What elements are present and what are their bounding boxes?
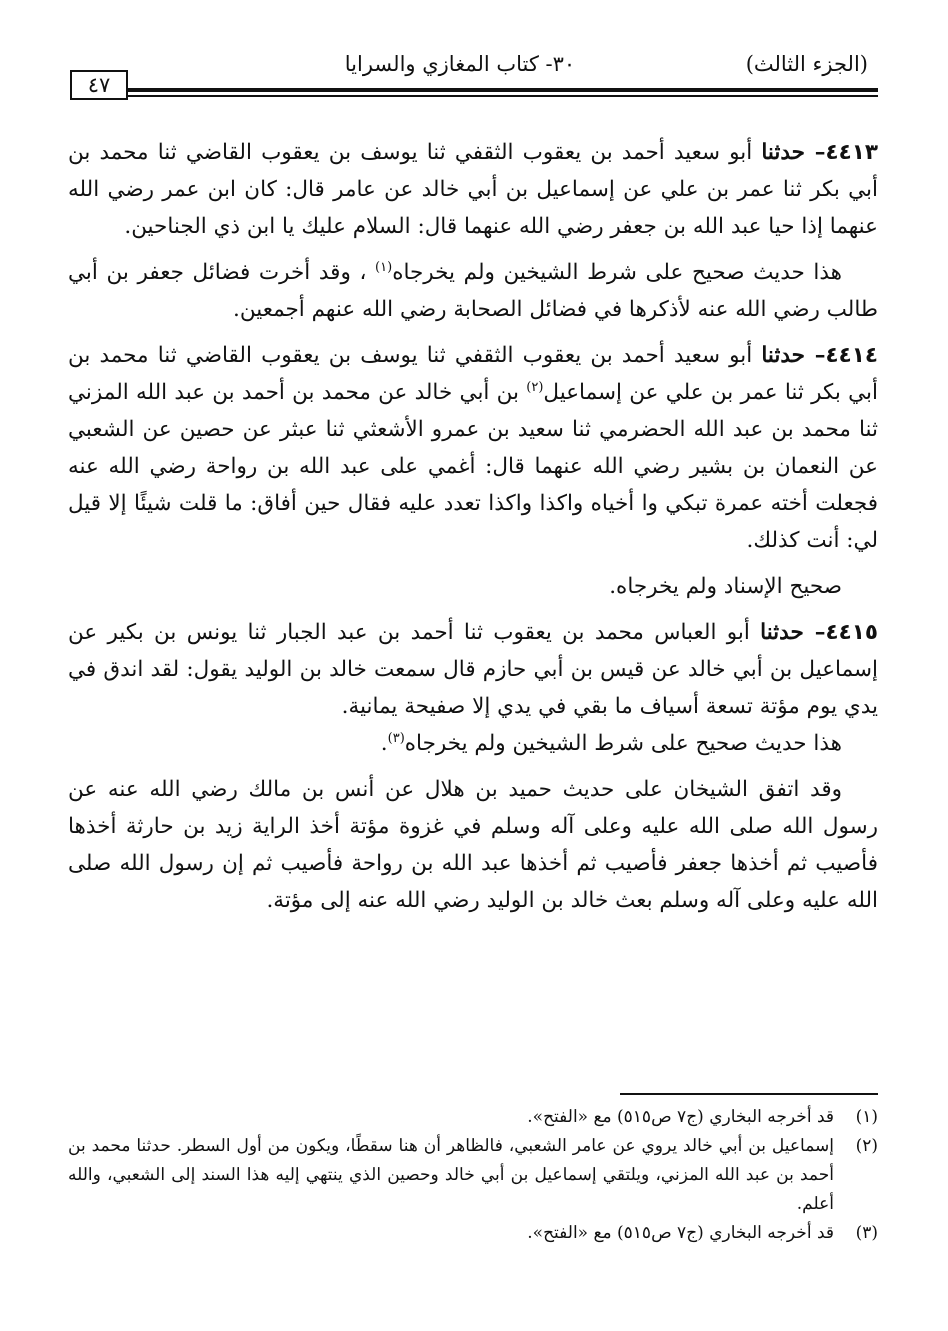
chapter-title: ٣٠- كتاب المغازي والسرايا bbox=[344, 52, 576, 76]
header-rule bbox=[128, 88, 878, 92]
page-number bbox=[70, 70, 128, 100]
footnote-2: (٢) إسماعيل بن أبي خالد يروي عن عامر الشعبي، فالظاهر أن هنا سقطًا، ويكون من أول السطر. حدثنا محمد بن أحمد بن عبد الله المزني، ويلتقي إسماعيل بن أبي خالد وحصين الذي ينتهي إليه هذا السند إلى الشعبي، والله أعلم. bbox=[68, 1136, 878, 1214]
hadith-4415-comment: هذا حديث صحيح على شرط الشيخين ولم يخرجاه$^{(٣)}$. bbox=[380, 730, 842, 756]
footnote-1: (١) قد أخرجه البخاري (ج٧ ص٥١٥) مع «الفتح». bbox=[527, 1107, 878, 1127]
header-rule-thin bbox=[128, 95, 878, 97]
footnotes bbox=[68, 1103, 878, 1248]
hadith-4413-comment: هذا حديث صحيح على شرط الشيخين ولم يخرجاه$^{(١)}$ ، وقد أخرت فضائل جعفر بن أبي طالب رضي الله عنه لأذكرها في فضائل الصحابة رضي الله عنهم أجمعين. bbox=[68, 259, 878, 322]
footnote-ref-2: (٢) bbox=[526, 379, 544, 395]
page-number-text: ٤٧ bbox=[87, 73, 111, 97]
hadith-number: ٤٤١٥ bbox=[825, 620, 878, 645]
hadith-4414-comment: صحيح الإسناد ولم يخرجاه. bbox=[609, 574, 842, 599]
footnote-3: (٣) قد أخرجه البخاري (ج٧ ص٥١٥) مع «الفتح». bbox=[527, 1223, 878, 1243]
hadith-4413: ٤٤١٣– حدثنا أبو سعيد أحمد بن يعقوب الثقفي ثنا يوسف بن يعقوب القاضي ثنا محمد بن أبي بكر ثنا عمر بن علي عن إسماعيل بن أبي خالد عن عامر قال: كان ابن عمر رضي الله عنهما إذا حيا عبد الله بن جعفر رضي الله عنهما قال: السلام عليك يا ابن ذي الجناحين. bbox=[68, 140, 878, 239]
main-text bbox=[68, 134, 878, 928]
footnote-rule bbox=[620, 1093, 878, 1095]
hadith-4414: ٤٤١٤– حدثنا أبو سعيد أحمد بن يعقوب الثقفي ثنا يوسف بن يعقوب القاضي ثنا محمد بن أبي بكر ثنا عمر بن علي عن إسماعيل$^{(٢)}$ بن أبي خالد عن محمد بن أحمد بن عبد الله المزني ثنا محمد بن عبد الله الحضرمي ثنا سعيد بن عمرو الأشعثي ثنا عبثر عن حصين عن الشعبي عن النعمان بن بشير رضي الله عنهما قال: أغمي على عبد الله بن رواحة رضي الله عنه فجعلت أخته عمرة تبكي وا أخياه واكذا واكذا تعدد عليه فقال حين أفاق: ما قلت شيئًا إلا قيل لي: أنت كذلك. bbox=[68, 343, 878, 553]
hadith-label: حدثنا bbox=[761, 140, 805, 165]
hadith-4415-note: وقد اتفق الشيخان على حديث حميد بن هلال عن أنس بن مالك رضي الله عنه عن رسول الله صلى الله عليه وعلى آله وسلم في غزوة مؤتة أخذ الراية زيد بن حارثة أخذها فأصيب ثم أخذها جعفر فأصيب ثم أخذها عبد الله بن رواحة فأصيب ثم إن رسول الله صلى الله عليه وعلى آله وسلم بعث خالد بن الوليد رضي الله عنه إلى مؤتة. bbox=[68, 777, 878, 913]
hadith-4415: ٤٤١٥– حدثنا أبو العباس محمد بن يعقوب ثنا أحمد بن عبد الجبار ثنا يونس بن بكير عن إسماعيل بن أبي خالد عن قيس بن أبي حازم قال سمعت خالد بن الوليد يقول: لقد اندق في يدي يوم مؤتة تسعة أسياف ما بقي في يدي إلا صفيحة يمانية. bbox=[68, 620, 878, 719]
hadith-number: ٤٤١٤ bbox=[825, 343, 878, 368]
hadith-text: أبو سعيد أحمد بن يعقوب الثقفي ثنا يوسف بن يعقوب القاضي ثنا محمد بن أبي بكر ثنا عمر بن علي عن إسماعيل بن أبي خالد عن عامر قال: كان ابن عمر رضي الله عنهما إذا حيا عبد الله بن جعفر رضي الله عنهما قال: السلام عليك يا ابن ذي الجناحين. bbox=[68, 140, 878, 239]
hadith-label: حدثنا bbox=[760, 620, 804, 645]
hadith-label: حدثنا bbox=[761, 343, 805, 368]
volume-label: (الجزء الثالث) bbox=[745, 52, 868, 76]
footnote-ref-1: (١) bbox=[375, 259, 393, 275]
footnote-ref-3: (٣) bbox=[387, 730, 405, 746]
hadith-number: ٤٤١٣ bbox=[825, 140, 878, 165]
